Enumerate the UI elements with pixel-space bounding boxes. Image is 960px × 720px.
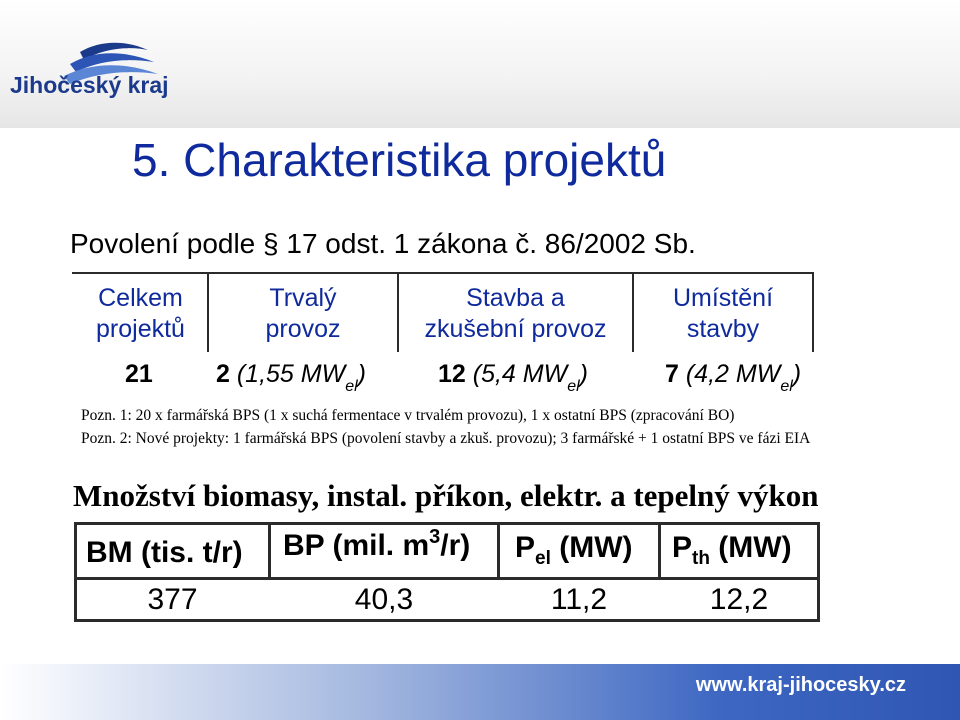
- table-border: [74, 522, 820, 525]
- table-divider: [658, 522, 661, 579]
- value-electric-power: 11,2: [550, 583, 608, 616]
- region-logo-text: Jihočeský kraj: [10, 72, 169, 98]
- header-thermal-power: $P_{th}$ (MW): [672, 531, 792, 569]
- header-permanent-operation: Trvalý provoz: [265, 284, 341, 343]
- value-biomass: 377: [147, 583, 198, 616]
- table-divider: [812, 272, 814, 352]
- biomass-section-heading: Množství biomasy, instal. příkon, elektr. a tepelný výkon: [73, 478, 819, 513]
- table-top-border: [72, 272, 814, 274]
- header-electric-power: $P_{el}$ (MW): [515, 531, 633, 569]
- header-construction-trial: Stavba a zkušební provoz: [424, 284, 607, 343]
- value-total-projects: 21: [125, 360, 153, 388]
- table-border: [74, 619, 820, 622]
- note-1: Pozn. 1: 20 x farmářská BPS (1 x suchá fermentace v trvalém provozu), 1 x ostatní BPS (zpracování BO): [81, 407, 735, 424]
- header-biomass: BM (tis. t/r): [86, 536, 243, 569]
- value-permanent-operation: 2 (1,55 $MW_{el}$): [216, 360, 366, 395]
- header-site-placement: Umístění stavby: [672, 284, 774, 343]
- table-border: [74, 577, 820, 580]
- value-site-placement: 7 (4,2 $MW_{el}$): [665, 360, 802, 395]
- note-2: Pozn. 2: Nové projekty: 1 farmářská BPS (povolení stavby a zkuš. provozu); 3 farmářské + 1 ostatní BPS ve fázi EIA: [81, 430, 811, 447]
- value-construction-trial: 12 (5,4 $MW_{el}$): [438, 360, 588, 395]
- header-total-projects: Celkem projektů: [96, 284, 185, 343]
- table-divider: [497, 522, 500, 579]
- permit-subtitle: Povolení podle § 17 odst. 1 zákona č. 86/2002 Sb.: [70, 228, 696, 259]
- table-divider: [268, 522, 271, 579]
- header-biogas: BP (mil. $m^3/r$): [283, 526, 471, 562]
- value-biogas: 40,3: [354, 583, 414, 616]
- table-border: [817, 522, 820, 622]
- page-title: 5. Charakteristika projektů: [132, 134, 667, 186]
- value-thermal-power: 12,2: [709, 583, 769, 616]
- footer-url: www.kraj-jihocesky.cz: [695, 674, 906, 696]
